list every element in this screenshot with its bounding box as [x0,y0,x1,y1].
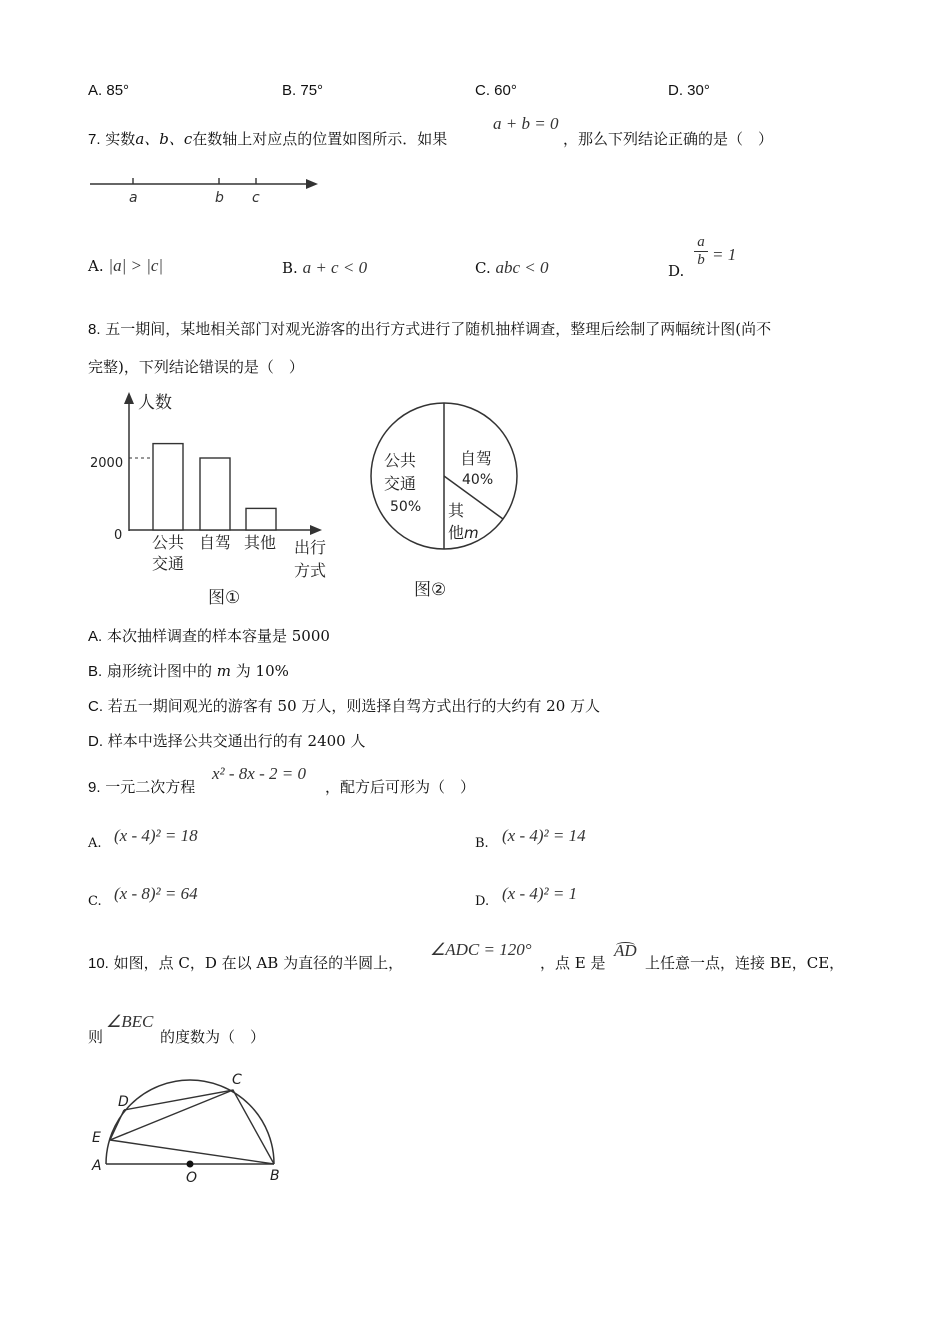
x-axis-label-1: 出行 [294,538,327,557]
label-e: E [92,1130,101,1146]
label-d: D [118,1094,129,1110]
q7-number: 7. [88,131,101,148]
pie-label-other-1: 其 [448,501,465,520]
q10-arc: AD [614,941,637,960]
bar-0 [153,444,183,530]
chart2-caption: 图② [414,580,447,600]
q8-option-a: A. 本次抽样调查的样本容量是 5000 [88,627,330,645]
q9-option-a-letter: A. [88,836,102,851]
x-label-other: 其他 [244,533,277,552]
q6-option-c: C. 60° [475,82,517,99]
q10-stem: 10. 如图，点 C，D 在以 AB 为直径的半圆上， [88,954,404,972]
q8-option-b: B. 扇形统计图中的 m 为 10% [88,662,289,680]
semicircle-figure [86,1066,296,1192]
x-label-public-1: 公共 [152,533,185,552]
axis-label-c: c [252,190,260,206]
label-o: O [186,1170,198,1186]
q9-stem: 9. 一元二次方程 [88,778,196,796]
q9-option-c-letter: C. [88,894,102,909]
pie-label-other-2: 他 [448,523,465,542]
q7-option-d: D. [668,262,685,280]
q7-option-a: A. |a| > |c| [88,256,164,275]
q10-stem-post: 上任意一点，连接 BE，CE， [645,954,845,972]
pie-label-public-1: 公共 [384,451,417,470]
x-axis-label-2: 方式 [294,561,327,580]
y-axis-label: 人数 [138,393,172,413]
q10-angle: ∠ADC = 120° [430,940,532,959]
q7-option-c: C. abc < 0 [475,258,549,277]
q7-option-d-tail: = 1 [712,245,737,264]
pie-value-public: 50% [390,499,422,515]
x-label-public-2: 交通 [152,554,185,573]
q9-equation: x² - 8x - 2 = 0 [212,764,306,783]
q8-stem-line2: 完整)，下列结论错误的是（ ） [88,358,304,376]
number-line [88,172,328,212]
label-b: B [270,1168,280,1184]
q10-stem-mid: ，点 E 是 [540,954,606,972]
y-tick-0: 0 [114,528,123,543]
bar-2 [246,508,276,530]
label-a: A [92,1158,102,1174]
q7-option-b: B. a + c < 0 [282,258,368,277]
q7-option-d-fraction: a b [694,234,708,269]
q7-condition: a + b = 0 [493,114,559,133]
pie-label-public-2: 交通 [384,474,417,493]
q10-line2-pre: 则 [88,1028,104,1046]
q10-line2-post: 的度数为（ ） [160,1028,266,1046]
q10-angle2: ∠BEC [106,1012,154,1031]
center-o [187,1161,194,1168]
pie-value-other: m [464,524,479,542]
q9-option-b: (x - 4)² = 14 [502,826,586,845]
q9-option-d-letter: D. [475,894,490,909]
q9-option-d: (x - 4)² = 1 [502,884,578,903]
q9-option-a: (x - 4)² = 18 [114,826,198,845]
chart1-caption: 图① [208,588,241,608]
q6-option-b: B. 75° [282,82,324,99]
label-c: C [232,1072,242,1088]
q7-stem-post: ，那么下列结论正确的是（ ） [563,130,774,148]
q6-option-a: A. 85° [88,82,130,99]
q8-option-c: C. 若五一期间观光的游客有 50 万人，则选择自驾方式出行的大约有 20 万人 [88,697,601,715]
q8-stem-line1: 8. 五一期间，某地相关部门对观光游客的出行方式进行了随机抽样调查，整理后绘制了两幅统计图(尚不 [88,320,772,338]
pie-label-self-drive: 自驾 [460,449,493,468]
q9-option-c: (x - 8)² = 64 [114,884,198,903]
q9-stem-post: ，配方后可形为（ ） [325,778,476,796]
bar-1 [200,458,230,530]
bar-chart [86,388,346,610]
q6-option-d: D. 30° [668,82,710,99]
axis-label-a: a [129,190,138,206]
x-label-self-drive: 自驾 [199,533,232,552]
axis-label-b: b [215,190,224,206]
q9-option-b-letter: B. [475,836,489,851]
pie-chart [368,398,528,608]
y-tick-2000: 2000 [90,456,124,471]
q8-option-d: D. 样本中选择公共交通出行的有 2400 人 [88,732,366,750]
pie-value-self-drive: 40% [462,472,494,488]
q7-stem: 7. 实数a、b、c在数轴上对应点的位置如图所示．如果 [88,130,448,148]
